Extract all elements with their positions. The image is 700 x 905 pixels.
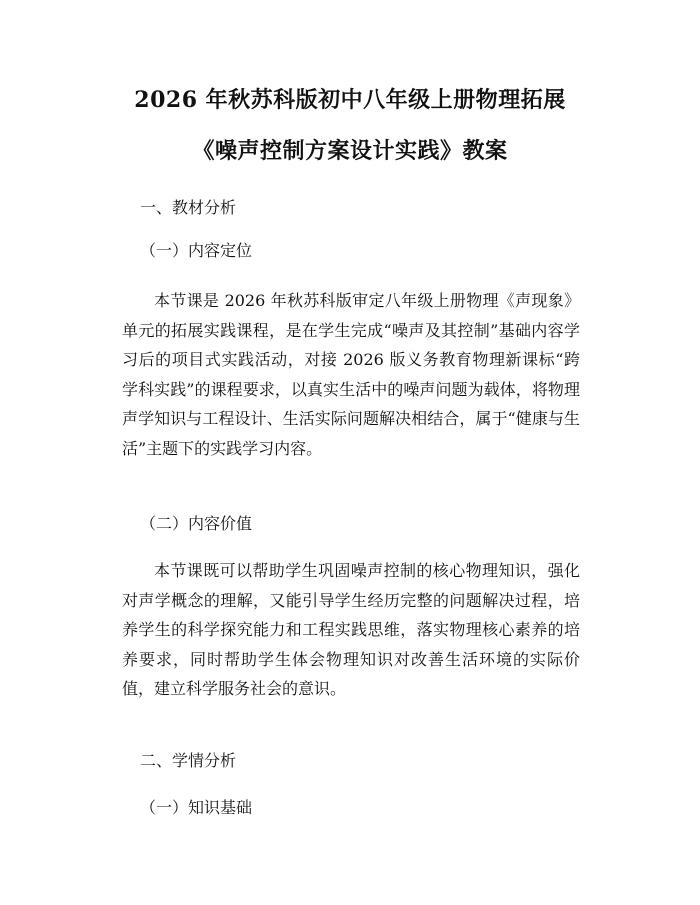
sub1-heading: （一）内容定位 [140, 241, 253, 260]
section1-heading: 一、教材分析 [140, 198, 237, 217]
paragraph-content-value: 本节课既可以帮助学生巩固噪声控制的核心物理知识，强化对声学概念的理解，又能引导学生经历完整的问题解决过程，培养学生的科学探究能力和工程实践思维，落实物理核心素养的培养要求，同时帮助学生体会物理知识对改善生活环境的实际价值，建立科学服务社会的意识。 [122, 561, 580, 698]
document-title-line1: 2026 年秋苏科版初中八年级上册物理拓展 [134, 87, 566, 113]
document-title-line2: 《噪声控制方案设计实践》教案 [192, 138, 508, 164]
paragraph-content-positioning: 本节课是 2026 年秋苏科版审定八年级上册物理《声现象》单元的拓展实践课程，是在学生完成“噪声及其控制”基础内容学习后的项目式实践活动，对接 2026 版义务教育物理新课标“跨学科实践”的课程要求，以真实生活中的噪声问题为载体，将物理声学知识与工程设计、生活实际问题解决相结合，属于“健康与生活”主题下的实践学习内容。 [122, 291, 580, 458]
sub2-heading: （二）内容价值 [140, 514, 253, 533]
sub3-heading: （一）知识基础 [140, 798, 253, 817]
section2-heading: 二、学情分析 [140, 751, 237, 770]
